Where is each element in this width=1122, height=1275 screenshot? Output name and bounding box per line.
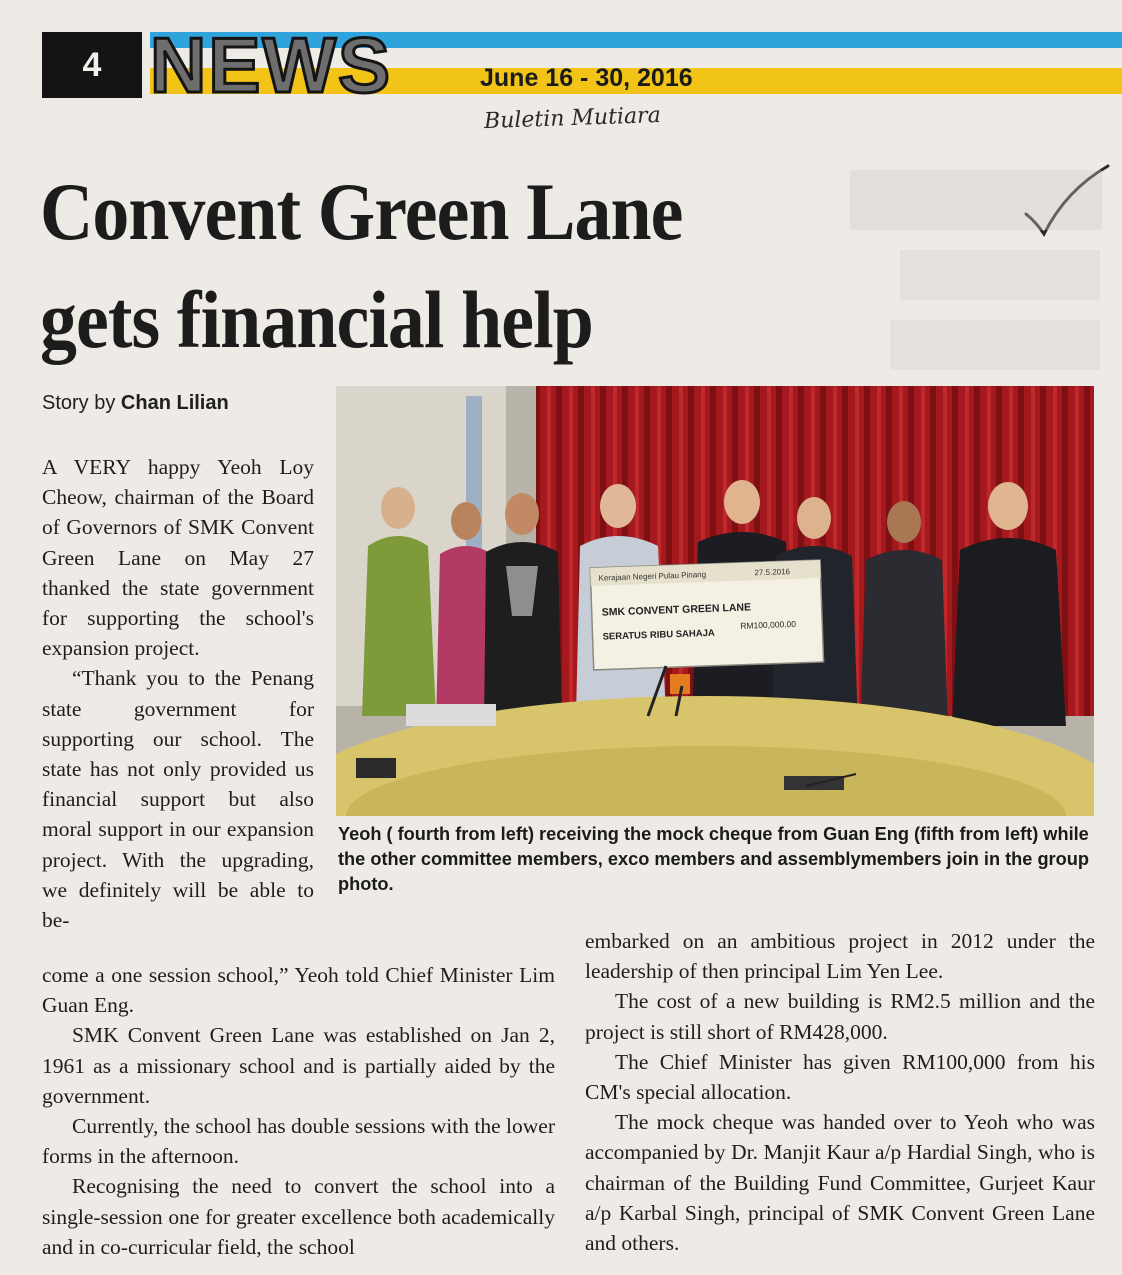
paragraph-5-end: embarked on an ambitious project in 2012 under the leadership of then principal Lim Yen Lee.: [585, 929, 1095, 984]
photo-caption: Yeoh ( fourth from left) receiving the mock cheque from Guan Eng (fifth from left) while the other committee members, exco members and assemblymembers join in the group photo.: [338, 824, 1089, 894]
cheque-amount-words: SERATUS RIBU SAHAJA: [602, 627, 715, 643]
cheque-amount: RM100,000.00: [740, 618, 797, 631]
cheque-date: 27.5.2016: [754, 567, 791, 578]
headline-line-2: gets financial help: [40, 274, 593, 365]
article-column-2: [42, 960, 555, 1262]
article-column-3: [585, 926, 1095, 1258]
paragraph-3: SMK Convent Green Lane was established on Jan 2, 1961 as a missionary school and is partially aided by the government.: [42, 1023, 555, 1108]
page-number: 4: [42, 32, 142, 98]
handwritten-note: Buletin Mutiara: [483, 102, 662, 135]
news-photo: [336, 386, 1094, 816]
byline-author: Chan Lilian: [120, 392, 229, 414]
paragraph-8: The mock cheque was handed over to Yeoh who was accompanied by Dr. Manjit Kaur a/p Hardial Singh, who is chairman of the Building Fund Committee, Gurjeet Kaur a/p Karbal Singh, principal of SMK Convent Green Lane and others.: [585, 1110, 1095, 1256]
headline: [40, 158, 850, 374]
photo-illustration: [336, 386, 1094, 816]
paragraph-4: Currently, the school has double sessions with the lower forms in the afternoon.: [42, 1114, 555, 1169]
paragraph-1: A VERY happy Yeoh Loy Cheow, chairman of the Board of Governors of SMK Convent Green Lane on May 27 thanked the state government for supporting the school's expansion project.: [42, 455, 314, 661]
paragraph-2: “Thank you to the Penang state government for supporting our school. The state has not only provided us financial support but also moral support in our expansion project. With the upgrading, we definitely will be able to be-: [42, 666, 314, 933]
article-column-1: [42, 452, 314, 935]
issue-date: June 16 - 30, 2016: [480, 64, 693, 92]
paragraph-7: The Chief Minister has given RM100,000 from his CM's special allocation.: [585, 1049, 1095, 1105]
paragraph-2-end: come a one session school,” Yeoh told Chief Minister Lim Guan Eng.: [42, 963, 555, 1018]
mock-cheque: [590, 560, 823, 670]
paragraph-5: Recognising the need to convert the school into a single-session one for greater excellence both academically and in co-curricular field, the school: [42, 1174, 555, 1259]
byline: [42, 392, 229, 415]
section-title: NEWS: [150, 21, 392, 109]
cheque-header: Kerajaan Negeri Pulau Pinang: [598, 569, 707, 583]
byline-prefix: Story by: [42, 392, 116, 414]
paragraph-6: The cost of a new building is RM2.5 million and the project is still short of RM428,000.: [585, 989, 1095, 1044]
headline-line-1: Convent Green Lane: [40, 166, 683, 257]
cheque-payee: SMK CONVENT GREEN LANE: [601, 601, 752, 619]
